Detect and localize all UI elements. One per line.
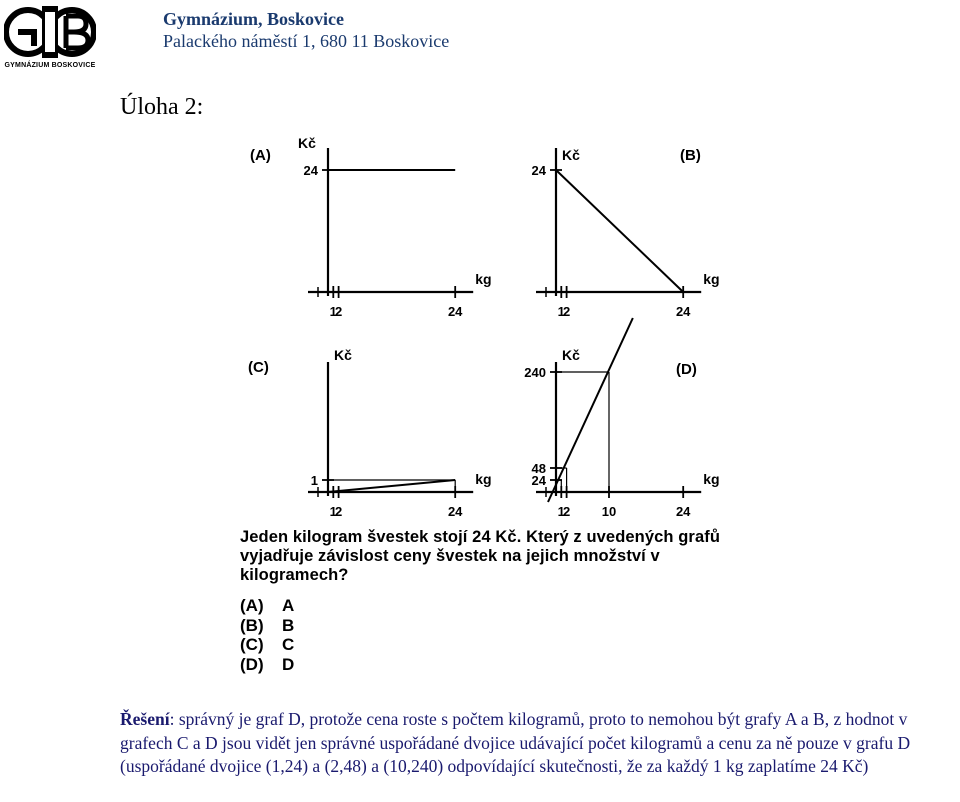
series-line	[328, 480, 455, 492]
x-tick-label: 24	[675, 304, 691, 319]
x-axis-label: kg	[475, 271, 492, 287]
y-axis-label: Kč	[334, 347, 352, 363]
panel-title: (D)	[676, 361, 697, 378]
x-tick-label: 24	[675, 504, 691, 519]
solution-lead: Řešení	[120, 709, 170, 729]
x-tick-label: 10	[601, 504, 617, 519]
x-tick-label: 1	[557, 504, 565, 519]
y-tick-label: 24	[531, 163, 546, 178]
answer-options	[240, 596, 294, 674]
y-tick-label: 1	[310, 473, 318, 488]
logo-caption: GYMNÁZIUM BOSKOVICE	[4, 62, 96, 69]
option-value: B	[282, 615, 295, 635]
x-axis-label: kg	[703, 471, 720, 487]
x-tick-label: 24	[447, 504, 463, 519]
x-tick-label: 1	[329, 304, 337, 319]
solution-text: : správný je graf D, protože cena roste s počtem kilogramů, proto to nemohou být grafy A a B, z hodnot v grafech C a D jsou vidět jen správné uspořádané dvojice udávající počet kilogramů a cenu za ně pouze v grafu D (uspořádané dvojice (1,24) a (2,48) a (10,240) odpovídající skutečnosti, že za každý 1 kg zaplatíme 24 Kč)	[120, 709, 911, 776]
school-logo	[4, 2, 96, 74]
x-tick-label: 1	[329, 504, 337, 519]
x-tick-label: 24	[447, 304, 463, 319]
x-axis-label: kg	[475, 471, 492, 487]
option-label: (C)	[240, 635, 264, 654]
y-axis-label: Kč	[298, 135, 316, 151]
option-value: A	[282, 596, 295, 615]
solution-paragraph	[120, 708, 960, 779]
option-label: (B)	[240, 615, 264, 635]
y-axis-label: Kč	[562, 347, 580, 363]
school-header	[163, 8, 449, 52]
panel-title: (A)	[250, 147, 271, 164]
logo-emblem	[4, 2, 96, 64]
question-text: Jeden kilogram švestek stojí 24 Kč. Který z uvedených grafů vyjadřuje závislost ceny švestek na jejich množství v kilogramech?	[240, 528, 721, 584]
x-tick-label: 2	[562, 304, 571, 319]
option-label: (A)	[240, 596, 264, 615]
series-line	[548, 318, 633, 502]
option-a	[240, 596, 294, 616]
graphs-figure	[228, 128, 748, 684]
graphs-svg	[228, 128, 748, 684]
option-d	[240, 655, 294, 675]
y-tick-label: 48	[531, 461, 546, 476]
y-tick-label: 24	[303, 163, 318, 178]
x-tick-label: 2	[562, 504, 571, 519]
panel-title: (B)	[680, 147, 701, 164]
y-axis-label: Kč	[562, 147, 580, 163]
school-name: Gymnázium, Boskovice	[163, 9, 345, 29]
school-address: Palackého náměstí 1, 680 11 Boskovice	[163, 31, 450, 51]
series-line	[556, 170, 683, 292]
option-b	[240, 616, 294, 636]
panel-title: (C)	[248, 359, 269, 376]
y-tick-label: 24	[531, 473, 546, 488]
task-title: Úloha 2:	[120, 94, 204, 120]
option-value: C	[282, 635, 295, 654]
option-label: (D)	[240, 654, 264, 674]
x-tick-label: 2	[334, 504, 343, 519]
x-tick-label: 2	[334, 304, 343, 319]
x-tick-label: 1	[557, 304, 565, 319]
y-tick-label: 240	[524, 365, 546, 380]
x-axis-label: kg	[703, 271, 720, 287]
option-value: D	[282, 654, 295, 674]
option-c	[240, 635, 294, 655]
